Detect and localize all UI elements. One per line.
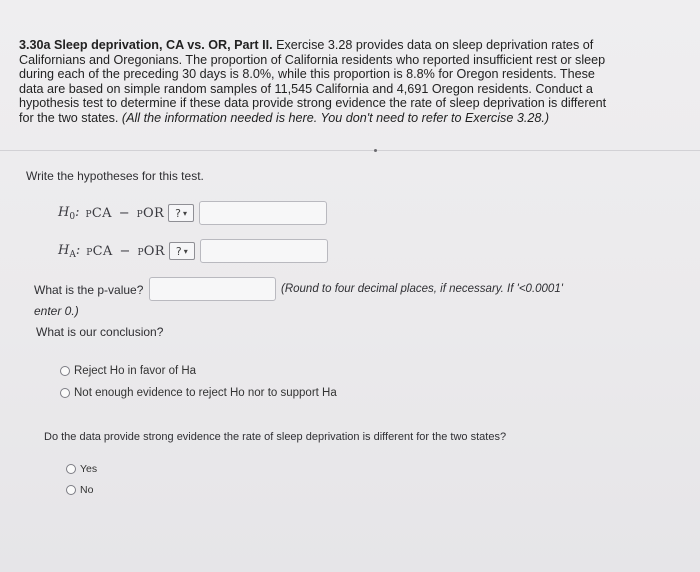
ha-operator-select[interactable]: ? ▾	[169, 242, 195, 260]
ha-row: $H_A$: pCA − pOR ? ▾	[58, 239, 328, 263]
cursor-dot	[374, 149, 377, 152]
radio-icon	[60, 366, 70, 376]
h0-term-ca: pCA	[85, 205, 112, 221]
radio-icon	[66, 464, 76, 474]
pvalue-hint: (Round to four decimal places, if necessary. If '<0.0001'	[281, 283, 563, 295]
h0-value-input[interactable]	[199, 201, 327, 225]
conclusion-option-reject[interactable]: Reject Ho in favor of Ha	[60, 365, 196, 377]
h0-term-or: pOR	[136, 205, 165, 221]
conclusion-option-not-enough[interactable]: Not enough evidence to reject Ho nor to support Ha	[60, 387, 337, 399]
h0-row: $H_0$: pCA − pOR ? ▾	[58, 201, 327, 225]
ha-term-ca: pCA	[86, 243, 113, 259]
pvalue-prompt: What is the p-value?	[34, 283, 144, 297]
conclusion-prompt: What is our conclusion?	[36, 325, 164, 339]
problem-statement	[19, 38, 614, 126]
problem-note: (All the information needed is here. You don't need to refer to Exercise 3.28.)	[121, 110, 550, 125]
section-divider	[0, 150, 700, 151]
problem-text: Exercise 3.28 provides data on sleep deprivation rates of Californians and Oregonians. The proportion of California residents who reported insufficient rest or sleep during each of the preceding 30 days is 8.0%, while this proportion is 8.8% for Oregon residents. These data are based on simple random samples of 11,545 California and 4,691 Oregon residents. Conduct a hypothesis test to determine if these data provide strong evidence the rate of sleep deprivation is different for the two states.	[19, 38, 607, 125]
radio-icon	[66, 485, 76, 495]
problem-title: 3.30a Sleep deprivation, CA vs. OR, Part II.	[19, 38, 273, 52]
h0-symbol: $H_0$:	[58, 204, 80, 222]
pvalue-hint-cont: enter 0.)	[34, 304, 79, 318]
h0-operator-select[interactable]: ? ▾	[168, 204, 194, 222]
pvalue-input[interactable]	[149, 277, 276, 301]
evidence-option-yes[interactable]: Yes	[66, 463, 97, 475]
ha-value-input[interactable]	[200, 239, 328, 263]
ha-term-or: pOR	[137, 243, 165, 259]
evidence-option-no[interactable]: No	[66, 484, 93, 496]
hypotheses-prompt: Write the hypotheses for this test.	[26, 169, 204, 183]
radio-icon	[60, 388, 70, 398]
chevron-down-icon: ▾	[183, 246, 188, 256]
chevron-down-icon: ▾	[182, 208, 187, 218]
evidence-prompt: Do the data provide strong evidence the rate of sleep deprivation is different for the two states?	[44, 431, 507, 443]
ha-symbol: $H_A$:	[58, 242, 81, 260]
